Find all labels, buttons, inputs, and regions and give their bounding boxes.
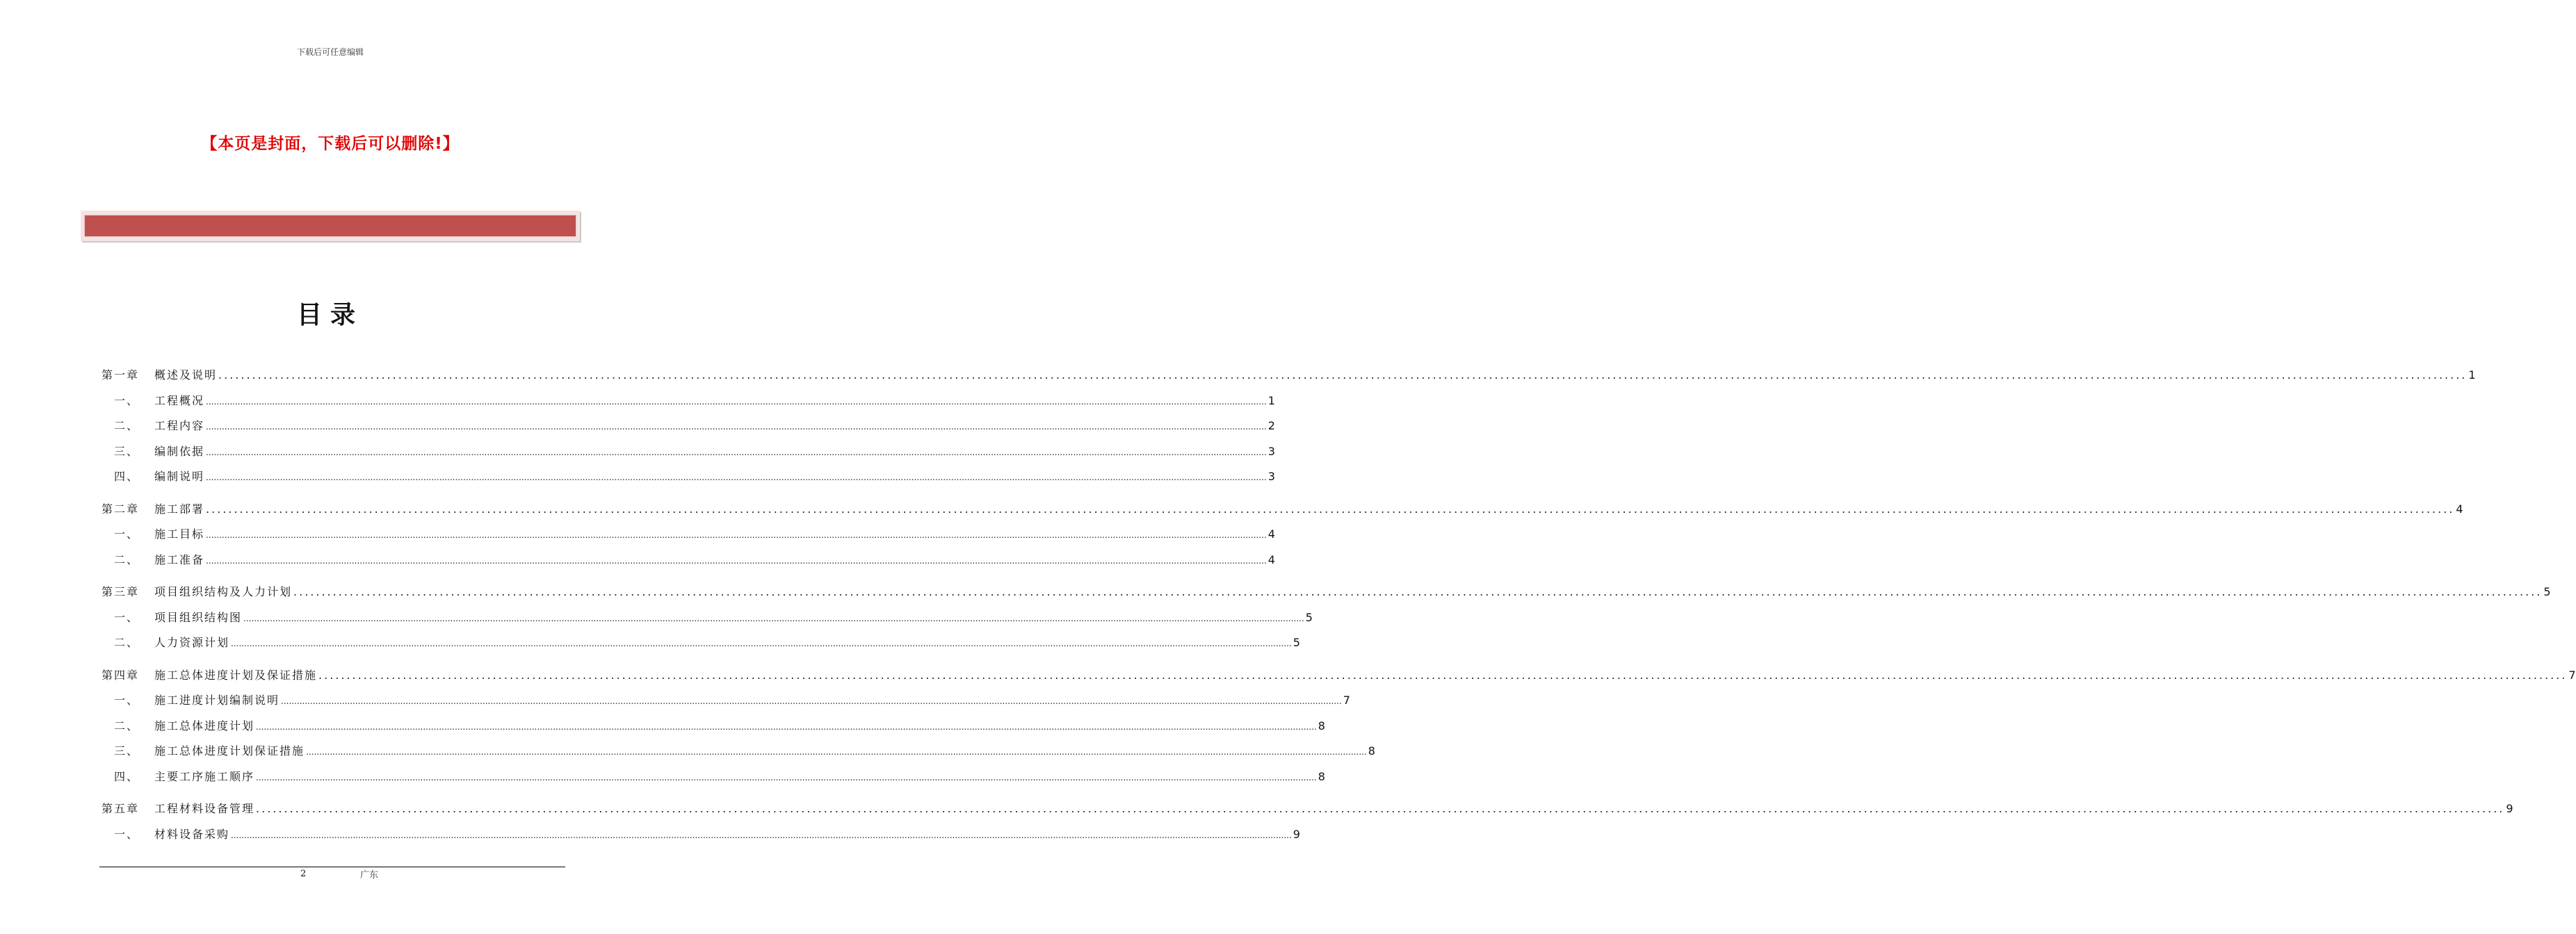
toc-dot-leader: ................................................................................................................................................................................................................................................................................................................................................................................................................ (206, 530, 1267, 540)
toc-chapter-entry[interactable] (102, 363, 2476, 388)
toc-entry-title: 项目组织结构及人力计划 (154, 585, 293, 598)
toc-entry-page: 4 (1267, 527, 1275, 541)
banner-bar (84, 215, 576, 237)
toc-entry-number: 第四章 (102, 668, 140, 682)
toc-entry-page: 5 (1293, 636, 1300, 649)
toc-chapter-group (102, 497, 2463, 573)
toc-chapter-entry[interactable] (102, 663, 2576, 689)
toc-entry-page: 5 (1305, 610, 1313, 624)
toc-section-entry[interactable] (102, 630, 1300, 656)
toc-entry-title: 施工总体进度计划 (154, 719, 255, 732)
toc-entry-title: 施工总体进度计划及保证措施 (154, 668, 318, 682)
toc-dot-leader: ................................................................................................................................................................................................................................................................................................................................................................................................................ (206, 447, 1267, 457)
toc-entry-title: 人力资源计划 (154, 636, 230, 649)
toc-chapter-entry[interactable] (102, 796, 2513, 822)
toc-entry-page: 8 (1368, 744, 1375, 757)
toc-entry-page: 2 (1267, 419, 1275, 432)
toc-dot-leader: ................................................................................................................................................................................................................................................................................................................................................................................................................ (206, 396, 1267, 407)
toc-entry-title: 施工总体进度计划保证措施 (154, 744, 305, 757)
toc-section-entry[interactable] (102, 388, 1275, 414)
toc-entry-title: 施工准备 (154, 552, 205, 566)
toc-section-entry[interactable] (102, 413, 1275, 439)
toc-section-entry[interactable] (102, 522, 1275, 548)
toc-entry-title: 项目组织结构图 (154, 610, 243, 624)
toc-entry-page: 9 (2506, 802, 2513, 815)
toc-section-entry[interactable] (102, 822, 1300, 848)
toc-chapter-entry[interactable] (102, 497, 2463, 523)
toc-chapter-group (102, 580, 2551, 656)
toc-entry-page: 5 (2543, 585, 2551, 598)
footer-page-number: 2 (300, 869, 307, 879)
toc-entry-title: 材料设备采购 (154, 827, 230, 841)
toc-entry-number: 三、 (114, 444, 140, 458)
toc-dot-leader: ................................................................................................................................................................................................................................................................................................................................................................................................................ (243, 613, 1304, 623)
toc-entry-page: 4 (2456, 502, 2463, 516)
toc-section-entry[interactable] (102, 739, 1375, 764)
toc-entry-number: 一、 (114, 694, 140, 707)
toc-chapter-group (102, 796, 2513, 847)
toc-dot-leader: ................................................................................................................................................................................................................................................................................................................................................................................................................ (256, 721, 1317, 732)
toc-dot-leader: ................................................................................................................................................................................................................................................................................................................................................................................................................ (256, 802, 2505, 815)
toc-section-entry[interactable] (102, 439, 1275, 465)
toc-dot-leader: ................................................................................................................................................................................................................................................................................................................................................................................................................ (206, 555, 1267, 566)
toc-chapter-entry[interactable] (102, 580, 2551, 605)
toc-section-entry[interactable] (102, 764, 1325, 790)
footer-location: 广东 (360, 870, 379, 880)
toc-dot-leader: ................................................................................................................................................................................................................................................................................................................................................................................................................ (206, 473, 1267, 482)
toc-entry-page: 8 (1318, 769, 1325, 783)
toc-section-entry[interactable] (102, 688, 1350, 714)
toc-dot-leader: ................................................................................................................................................................................................................................................................................................................................................................................................................ (281, 696, 1342, 706)
cover-notice: 【本页是封面，下载后可以删除!】 (201, 135, 460, 153)
toc-entry-page: 1 (2468, 368, 2476, 382)
toc-entry-title: 工程材料设备管理 (154, 802, 255, 815)
toc-entry-page: 9 (1293, 827, 1300, 841)
toc-entry-number: 四、 (114, 769, 140, 783)
toc-entry-number: 第二章 (102, 502, 140, 516)
toc-entry-title: 概述及说明 (154, 368, 218, 382)
toc-entry-page: 7 (2568, 668, 2576, 682)
toc-entry-number: 四、 (114, 470, 140, 483)
toc-dot-leader: ................................................................................................................................................................................................................................................................................................................................................................................................................ (293, 585, 2543, 598)
toc-entry-number: 二、 (114, 719, 140, 732)
toc-entry-page: 7 (1343, 694, 1350, 707)
toc-entry-page: 3 (1267, 470, 1275, 483)
decorative-banner (81, 211, 580, 241)
toc-entry-title: 编制依据 (154, 444, 205, 458)
toc-entry-title: 主要工序施工顺序 (154, 769, 255, 783)
toc-dot-leader: ................................................................................................................................................................................................................................................................................................................................................................................................................ (206, 502, 2455, 516)
toc-dot-leader: ................................................................................................................................................................................................................................................................................................................................................................................................................ (306, 747, 1367, 757)
toc-entry-page: 4 (1267, 552, 1275, 566)
toc-entry-number: 一、 (114, 527, 140, 541)
toc-entry-number: 二、 (114, 419, 140, 432)
toc-entry-title: 工程概况 (154, 393, 205, 407)
toc-title: 目录 (296, 301, 364, 329)
toc-section-entry[interactable] (102, 464, 1275, 490)
toc-section-entry[interactable] (102, 714, 1325, 739)
toc-entry-page: 3 (1267, 444, 1275, 458)
toc-entry-number: 一、 (114, 610, 140, 624)
toc-entry-number: 二、 (114, 636, 140, 649)
toc-dot-leader: ................................................................................................................................................................................................................................................................................................................................................................................................................ (318, 668, 2568, 682)
toc-dot-leader: ................................................................................................................................................................................................................................................................................................................................................................................................................ (256, 772, 1317, 783)
toc-section-entry[interactable] (102, 548, 1275, 573)
toc-entry-title: 工程内容 (154, 419, 205, 432)
toc-dot-leader: ................................................................................................................................................................................................................................................................................................................................................................................................................ (206, 422, 1267, 432)
toc-entry-title: 施工部署 (154, 502, 205, 516)
toc-dot-leader: ................................................................................................................................................................................................................................................................................................................................................................................................................ (231, 639, 1292, 648)
header-note: 下载后可任意编辑 (296, 47, 364, 57)
toc-chapter-group (102, 363, 2476, 490)
toc-entry-title: 施工进度计划编制说明 (154, 694, 280, 707)
toc-entry-number: 第五章 (102, 802, 140, 815)
toc-entry-title: 施工目标 (154, 527, 205, 541)
toc-entry-number: 一、 (114, 827, 140, 841)
toc-entry-number: 第一章 (102, 368, 140, 382)
toc-chapter-group (102, 663, 2576, 790)
toc-entry-number: 三、 (114, 744, 140, 757)
toc-entry-number: 第三章 (102, 585, 140, 598)
toc-entry-page: 1 (1267, 393, 1275, 407)
toc-dot-leader: ................................................................................................................................................................................................................................................................................................................................................................................................................ (231, 830, 1292, 840)
toc-section-entry[interactable] (102, 605, 1313, 631)
toc-dot-leader: ................................................................................................................................................................................................................................................................................................................................................................................................................ (218, 368, 2468, 382)
toc-entry-number: 二、 (114, 552, 140, 566)
toc-entry-number: 一、 (114, 393, 140, 407)
toc-entry-title: 编制说明 (154, 470, 205, 483)
table-of-contents (102, 363, 2576, 847)
toc-entry-page: 8 (1318, 719, 1325, 732)
